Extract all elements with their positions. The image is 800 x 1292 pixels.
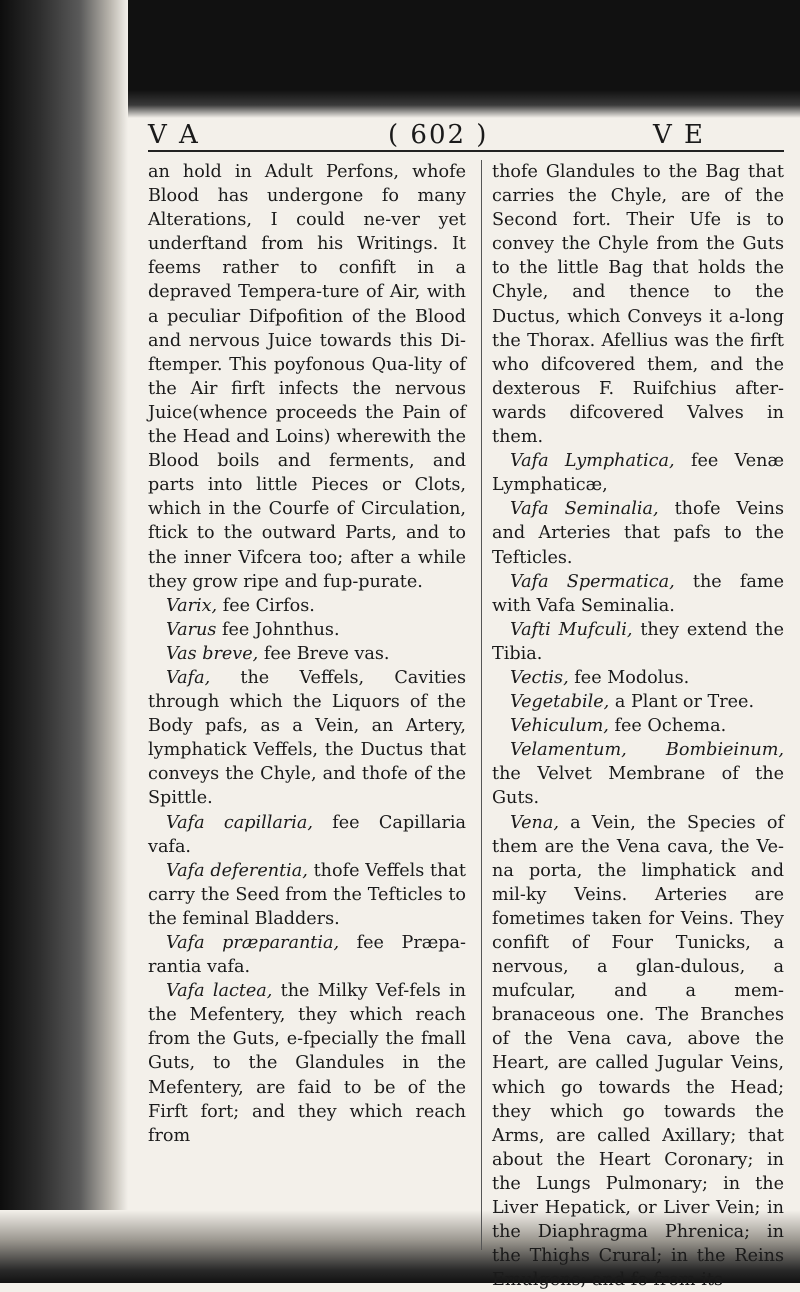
dictionary-entry xyxy=(148,594,466,618)
dictionary-entry xyxy=(492,714,784,738)
entry-term: Vectis, xyxy=(510,667,569,688)
entry-term: Vafa Seminalia, xyxy=(510,499,659,520)
entry-text: thofe Glandules to the Bag that carries the Chyle, are of the Second fort. Their Ufe is to convey the Chyle from the Guts to the little Bag that holds the Chyle, and thence to the Ductus, which Conveys it a-long the Thorax. Afellius was the firft who difcovered them, and the dexterous F. Ruifchius after-wards difcovered Valves in them. xyxy=(492,162,784,448)
dictionary-entry xyxy=(492,570,784,618)
continued-text xyxy=(492,160,784,449)
scan-border-left xyxy=(0,0,128,1283)
entry-text: a Plant or Tree. xyxy=(609,692,755,713)
dictionary-entry xyxy=(148,931,466,979)
entry-text: an hold in Adult Perfons, whofe Blood has undergone fo many Alterations, I could ne-ver yet underftand from his Writings. It feems rather to confift in a depraved Tempera-ture of Air, with a peculiar Difpofition of the Blood and nervous Juice towards this Di-ftemper. This poyfonous Qua-lity of the Air firft infects the nervous Juice(whence proceeds the Pain of the Head and Loins) wherewith the Blood boils and ferments, and parts into little Pieces or Clots, which in the Courfe of Circulation, ftick to the outward Parts, and to the inner Vifcera too; after a while they grow ripe and fup-purate. xyxy=(148,162,466,592)
book-page xyxy=(148,120,785,1291)
entry-term: Vafa, xyxy=(166,667,211,688)
dictionary-entry xyxy=(492,497,784,569)
dictionary-entry xyxy=(148,811,466,859)
entry-term: Velamentum, Bombieinum, xyxy=(510,740,784,761)
entry-term: Vas breve, xyxy=(166,643,259,664)
entry-text: fee Johnthus. xyxy=(216,619,340,640)
entry-term: Vafa lactea, xyxy=(166,981,273,1002)
entry-text: fee Ochema. xyxy=(608,716,727,737)
page-number: ( 602 ) xyxy=(388,120,489,150)
entry-text: fee Cirfos. xyxy=(217,595,315,616)
dictionary-entry xyxy=(492,618,784,666)
header-left: V A xyxy=(148,120,200,150)
entry-term: Vafa Spermatica, xyxy=(510,571,675,592)
dictionary-entry xyxy=(492,811,784,1292)
entry-term: Varus xyxy=(166,619,217,640)
entry-text: the fame with Vafa Seminalia. xyxy=(492,571,784,616)
entry-text: fee Capillaria vafa. xyxy=(148,812,466,857)
entry-text: the Milky Vef-fels in the Mefentery, they which reach from the Guts, e-fpecially the fmall Guts, to the Glandules in the Mefentery, are faid to be of the Firft fort; and they which reach from xyxy=(148,981,466,1146)
entry-text: the Velvet Membrane of the Guts. xyxy=(492,764,784,809)
entry-text: a Vein, the Species of them are the Vena cava, the Ve-na porta, the limphatick and mil-ky Veins. Arteries are fometimes taken for Veins. They confift of Four Tunicks, a nervous, a glan-dulous, a mufcular, and a mem-branaceous one. The Branches of the Vena cava, above the Heart, are called Jugular Veins, which go towards the Head; they which go towards the Arms, are called Axillary; that about the Heart Coronary; in the Lungs Pulmonary; in the Liver Hepatick, or Liver Vein; in the Diaphragma Phrenica; in the Thighs Crural; in the Reins Emulgens; and fo from its xyxy=(492,812,784,1291)
dictionary-entry xyxy=(148,979,466,1148)
entry-term: Vafa Lymphatica, xyxy=(510,451,675,472)
entry-term: Vena, xyxy=(510,812,559,833)
continued-text xyxy=(148,160,466,594)
column-divider xyxy=(481,160,482,1250)
entry-term: Varix, xyxy=(166,595,218,616)
dictionary-entry xyxy=(492,666,784,690)
entry-text: thofe Veffels that carry the Seed from the Tefticles to the feminal Bladders. xyxy=(148,860,466,929)
running-header xyxy=(148,120,784,150)
entry-text: fee Venæ Lymphaticæ, xyxy=(492,451,784,496)
right-column xyxy=(492,160,784,1292)
entry-text: they extend the Tibia. xyxy=(492,619,784,664)
entry-term: Vafa præparantia, xyxy=(166,933,340,953)
entry-text: fee Præpa-rantia vafa. xyxy=(148,933,466,978)
dictionary-entry xyxy=(148,618,466,642)
left-column xyxy=(148,160,466,1148)
dictionary-entry xyxy=(492,738,784,810)
header-rule xyxy=(148,150,784,152)
header-right: V E xyxy=(653,120,706,150)
dictionary-entry xyxy=(492,690,784,714)
dictionary-entry xyxy=(148,642,466,666)
dictionary-entry xyxy=(148,666,466,811)
entry-term: Vehiculum, xyxy=(510,716,609,737)
entry-term: Vafa capillaria, xyxy=(166,812,313,833)
entry-text: fee Modolus. xyxy=(568,667,690,688)
entry-text: the Veffels, Cavities through which the Liquors of the Body pafs, as a Vein, an Artery, lymphatick Veffels, the Ductus that conveys the Chyle, and thofe of the Spittle. xyxy=(148,667,466,809)
dictionary-entry xyxy=(492,449,784,497)
entry-term: Vegetabile, xyxy=(510,692,610,713)
dictionary-entry xyxy=(148,859,466,931)
entry-text: thofe Veins and Arteries that pafs to the Tefticles. xyxy=(492,499,785,568)
entry-text: fee Breve vas. xyxy=(258,643,390,664)
entry-term: Vafa deferentia, xyxy=(166,860,308,881)
entry-term: Vafti Mufculi, xyxy=(510,619,633,640)
